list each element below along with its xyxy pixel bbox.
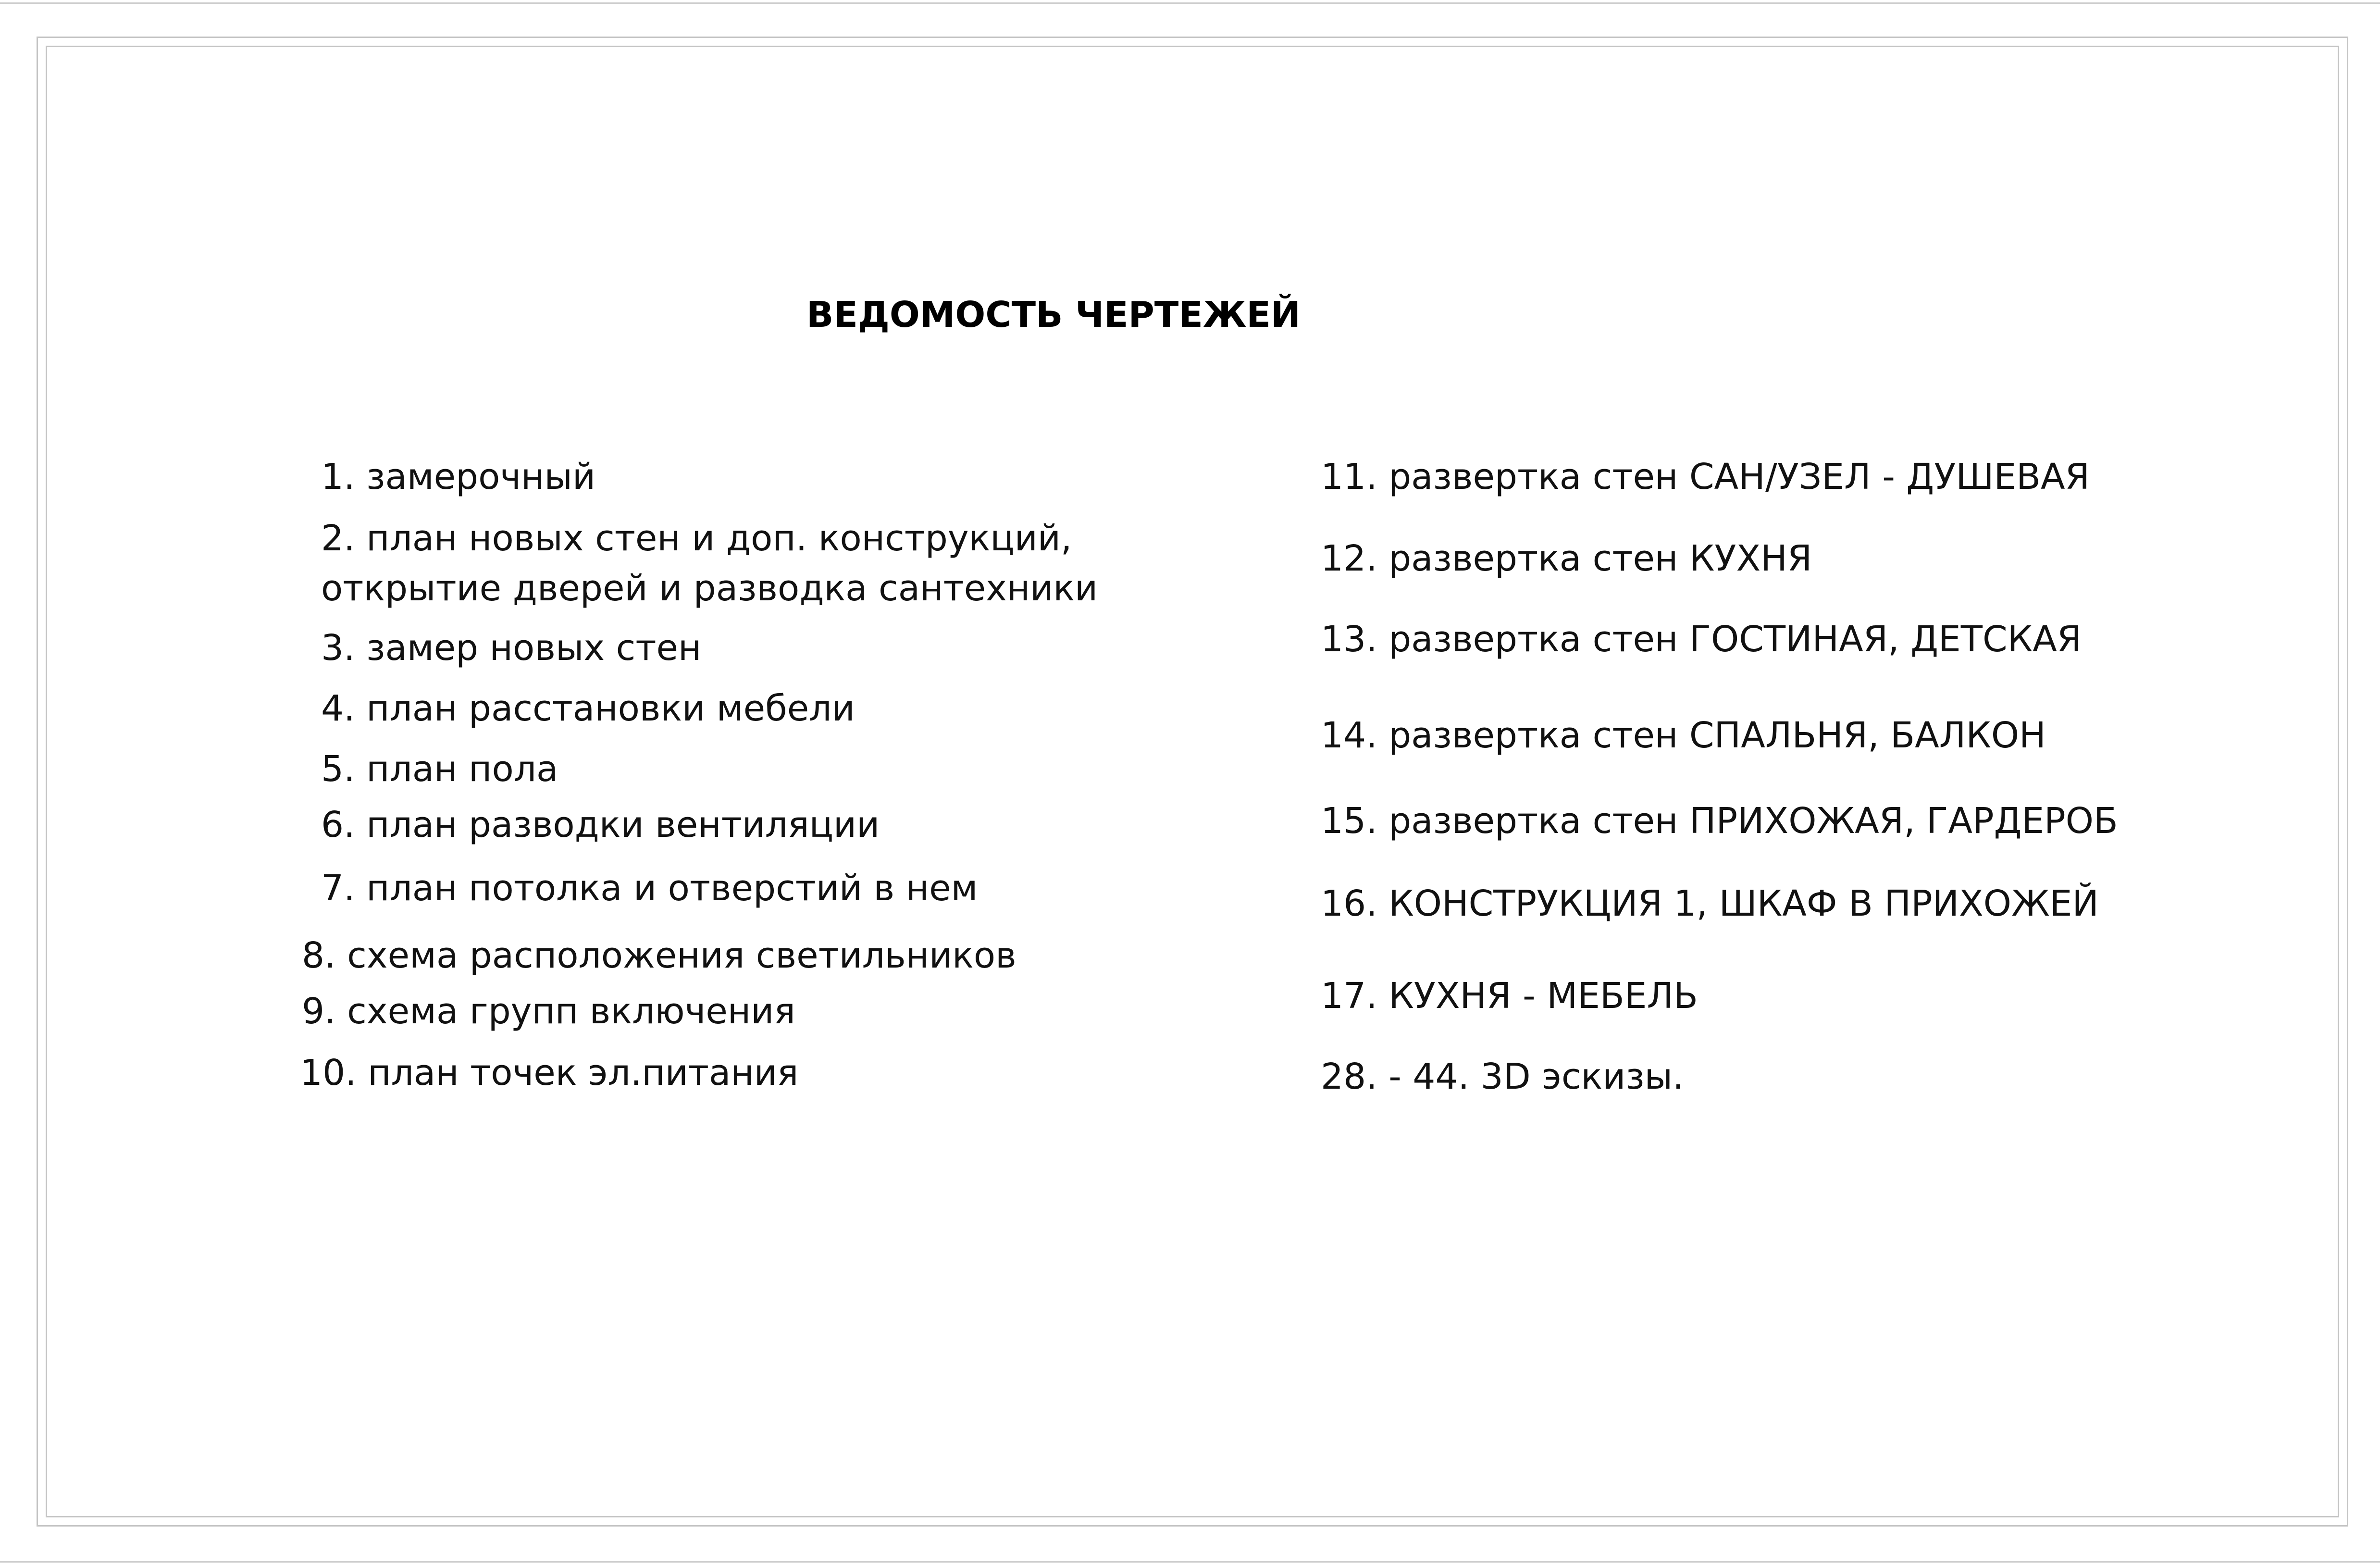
drawing-list-item-14: 14. развертка стен СПАЛЬНЯ, БАЛКОН xyxy=(1321,715,2046,756)
drawing-list-item-17: 17. КУХНЯ - МЕБЕЛЬ xyxy=(1321,975,1698,1017)
drawing-list-item-8: 8. схема расположения светильников xyxy=(302,935,1016,976)
drawing-list-item-2: 2. план новых стен и доп. конструкций, xyxy=(321,518,1072,559)
drawing-list-item-7: 7. план потолка и отверстий в нем xyxy=(321,868,978,909)
drawing-list-item-1: 1. замерочный xyxy=(321,456,596,497)
drawing-list-item-3: 3. замер новых стен xyxy=(321,627,702,669)
drawing-list-item-6: 6. план разводки вентиляции xyxy=(321,804,880,845)
drawing-list-item-4: 4. план расстановки мебели xyxy=(321,688,855,729)
drawing-list-item-11: 11. развертка стен САН/УЗЕЛ - ДУШЕВАЯ xyxy=(1321,456,2090,497)
drawing-list-item-3d-sketches: 28. - 44. 3D эскизы. xyxy=(1321,1056,1684,1097)
drawing-list-item-15: 15. развертка стен ПРИХОЖАЯ, ГАРДЕРОБ xyxy=(1321,800,2118,842)
drawing-list-item-12: 12. развертка стен КУХНЯ xyxy=(1321,538,1812,579)
drawing-list-item-9: 9. схема групп включения xyxy=(302,991,795,1032)
document-title: ВЕДОМОСТЬ ЧЕРТЕЖЕЙ xyxy=(806,294,1301,335)
drawing-list-item-10: 10. план точек эл.питания xyxy=(300,1052,799,1093)
drawing-list-item-5: 5. план пола xyxy=(321,748,558,790)
drawing-list-item-2-continuation: открытие дверей и разводка сантехники xyxy=(321,568,1098,609)
drawing-list-item-16: 16. КОНСТРУКЦИЯ 1, ШКАФ В ПРИХОЖЕЙ xyxy=(1321,883,2099,924)
drawing-list-item-13: 13. развертка стен ГОСТИНАЯ, ДЕТСКАЯ xyxy=(1321,619,2082,660)
